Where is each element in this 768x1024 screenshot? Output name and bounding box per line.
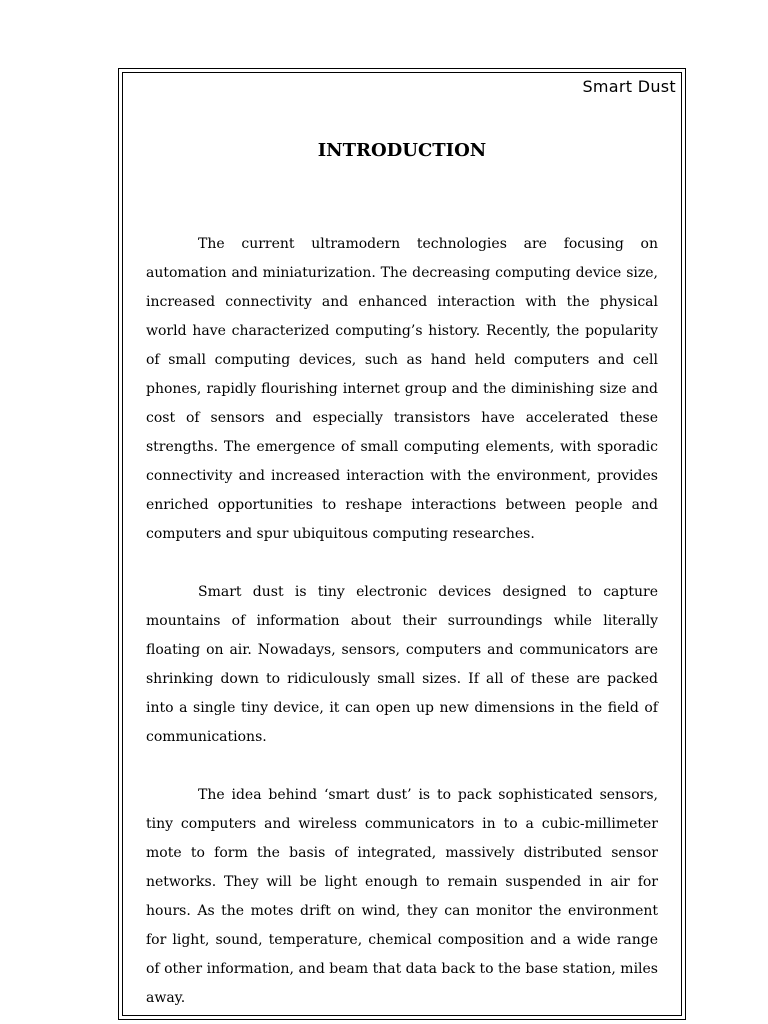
- body-text: [146, 230, 658, 1024]
- section-title: INTRODUCTION: [317, 140, 487, 161]
- paragraph: Smart dust is tiny electronic devices designed to capture mountains of information about their surroundings while literally floating on air. Nowadays, sensors, computers and communicators are shrinking down to ridiculously small sizes. If all of these are packed into a single tiny device, it can open up new dimensions in the field of communications.: [146, 584, 658, 745]
- paragraph: The current ultramodern technologies are focusing on automation and miniaturization. The decreasing computing device size, increased connectivity and enhanced interaction with the physical world have characterized computing’s history. Recently, the popularity of small computing devices, such as hand held computers and cell phones, rapidly flourishing internet group and the diminishing size and cost of sensors and especially transistors have accelerated these strengths. The emergence of small computing elements, with sporadic connectivity and increased interaction with the environment, provides enriched opportunities to reshape interactions between people and computers and spur ubiquitous computing researches.: [146, 236, 658, 542]
- paragraph: The idea behind ‘smart dust’ is to pack sophisticated sensors, tiny computers and wireless communicators in to a cubic-millimeter mote to form the basis of integrated, massively distributed sensor networks. They will be light enough to remain suspended in air for hours. As the motes drift on wind, they can monitor the environment for light, sound, temperature, chemical composition and a wide range of other information, and beam that data back to the base station, miles away.: [146, 787, 658, 1006]
- running-header: Smart Dust: [582, 77, 676, 96]
